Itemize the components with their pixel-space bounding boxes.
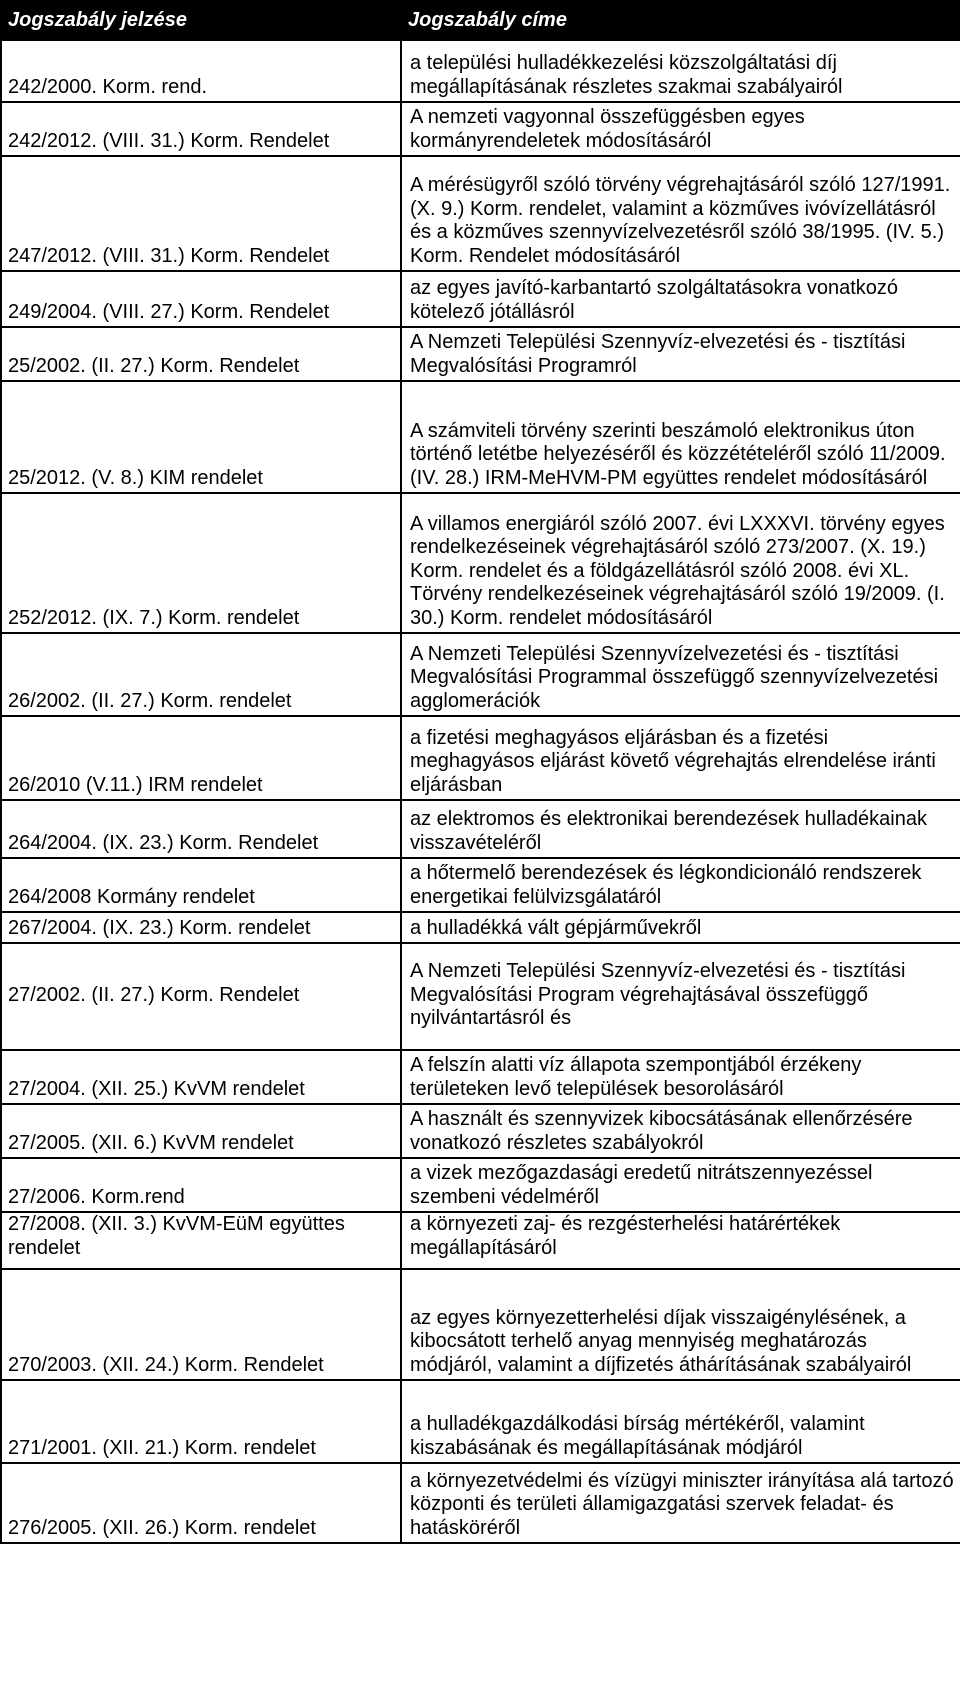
table-row (1, 1050, 960, 1104)
regulation-title-cell: A mérésügyről szóló törvény végrehajtásáról szóló 127/1991. (X. 9.) Korm. rendelet, valamint a közműves ivóvízellátásról és a közműves szennyvízelvezetésről szóló 38/1995. (IV. 5.) Korm. Rendelet módosításáról (401, 156, 960, 271)
regulation-reference-cell: 27/2002. (II. 27.) Korm. Rendelet (1, 943, 401, 1050)
regulation-title-cell: a fizetési meghagyásos eljárásban és a fizetési meghagyásos eljárást követő végrehajtás elrendelése iránti eljárásban (401, 716, 960, 800)
regulation-reference-cell: 27/2008. (XII. 3.) KvVM-EüM együttes rendelet (1, 1212, 401, 1269)
table-row (1, 858, 960, 912)
regulation-title-cell: az elektromos és elektronikai berendezések hulladékainak visszavételéről (401, 800, 960, 858)
regulation-title-cell: A használt és szennyvizek kibocsátásának ellenőrzésére vonatkozó részletes szabályokról (401, 1104, 960, 1158)
table-row (1, 1104, 960, 1158)
regulation-title-cell: a vizek mezőgazdasági eredetű nitrátszennyezéssel szembeni védelméről (401, 1158, 960, 1212)
regulation-reference-cell: 249/2004. (VIII. 27.) Korm. Rendelet (1, 271, 401, 327)
regulation-reference-cell: 252/2012. (IX. 7.) Korm. rendelet (1, 493, 401, 633)
table-row (1, 1380, 960, 1463)
table-row (1, 102, 960, 156)
table-row (1, 912, 960, 943)
regulation-reference-cell: 264/2004. (IX. 23.) Korm. Rendelet (1, 800, 401, 858)
regulation-title-cell: A villamos energiáról szóló 2007. évi LXXXVI. törvény egyes rendelkezéseinek végrehajtásáról szóló 273/2007. (X. 19.) Korm. rendelet és a földgázellátásról szóló 2008. évi XL. Törvény rendelkezéseinek végrehajtásáról szóló 19/2009. (I. 30.) Korm. rendelet módosításáról (401, 493, 960, 633)
table-row (1, 40, 960, 102)
regulation-reference-cell: 26/2010 (V.11.) IRM rendelet (1, 716, 401, 800)
regulation-title-cell: A Nemzeti Települési Szennyvíz-elvezetési és - tisztítási Megvalósítási Program végrehajtásával összefüggő nyilvántartásról és (401, 943, 960, 1050)
header-reference: Jogszabály jelzése (1, 1, 401, 40)
table-row (1, 716, 960, 800)
regulation-reference-cell: 27/2005. (XII. 6.) KvVM rendelet (1, 1104, 401, 1158)
table-row (1, 156, 960, 271)
table-header-row (1, 1, 960, 40)
regulation-reference-cell: 276/2005. (XII. 26.) Korm. rendelet (1, 1463, 401, 1543)
regulation-reference-cell: 25/2012. (V. 8.) KIM rendelet (1, 381, 401, 493)
regulation-title-cell: A Nemzeti Települési Szennyvíz-elvezetési és - tisztítási Megvalósítási Programról (401, 327, 960, 381)
regulation-reference-cell: 264/2008 Kormány rendelet (1, 858, 401, 912)
table-row (1, 327, 960, 381)
table-row (1, 493, 960, 633)
regulation-title-cell: a hulladékgazdálkodási bírság mértékéről, valamint kiszabásának és megállapításának módjáról (401, 1380, 960, 1463)
regulation-reference-cell: 242/2000. Korm. rend. (1, 40, 401, 102)
regulation-reference-cell: 247/2012. (VIII. 31.) Korm. Rendelet (1, 156, 401, 271)
regulation-reference-cell: 242/2012. (VIII. 31.) Korm. Rendelet (1, 102, 401, 156)
regulation-title-cell: a hulladékká vált gépjárművekről (401, 912, 960, 943)
regulation-title-cell: a környezetvédelmi és vízügyi miniszter irányítása alá tartozó központi és területi államigazgatási szervek feladat- és hatásköréről (401, 1463, 960, 1543)
table-row (1, 1269, 960, 1380)
regulation-reference-cell: 267/2004. (IX. 23.) Korm. rendelet (1, 912, 401, 943)
table-row (1, 800, 960, 858)
regulation-title-cell: a települési hulladékkezelési közszolgáltatási díj megállapításának részletes szakmai szabályairól (401, 40, 960, 102)
table-row (1, 633, 960, 716)
table-row (1, 1212, 960, 1269)
regulation-title-cell: A Nemzeti Települési Szennyvízelvezetési és - tisztítási Megvalósítási Programmal összefüggő szennyvízelvezetési agglomerációk (401, 633, 960, 716)
regulation-title-cell: A nemzeti vagyonnal összefüggésben egyes kormányrendeletek módosításáról (401, 102, 960, 156)
regulation-reference-cell: 271/2001. (XII. 21.) Korm. rendelet (1, 1380, 401, 1463)
regulation-title-cell: a hőtermelő berendezések és légkondicionáló rendszerek energetikai felülvizsgálatáról (401, 858, 960, 912)
regulation-title-cell: az egyes környezetterhelési díjak visszaigénylésének, a kibocsátott terhelő anyag mennyiség meghatározás módjáról, valamint a díjfizetés áthárításának szabályairól (401, 1269, 960, 1380)
table-row (1, 1463, 960, 1543)
regulation-reference-cell: 27/2006. Korm.rend (1, 1158, 401, 1212)
table-row (1, 1158, 960, 1212)
regulation-reference-cell: 25/2002. (II. 27.) Korm. Rendelet (1, 327, 401, 381)
regulation-reference-cell: 270/2003. (XII. 24.) Korm. Rendelet (1, 1269, 401, 1380)
table-row (1, 943, 960, 1050)
table-row (1, 271, 960, 327)
regulation-title-cell: A felszín alatti víz állapota szempontjából érzékeny területeken levő települések besorolásáról (401, 1050, 960, 1104)
table-row (1, 381, 960, 493)
regulation-title-cell: az egyes javító-karbantartó szolgáltatásokra vonatkozó kötelező jótállásról (401, 271, 960, 327)
regulation-title-cell: a környezeti zaj- és rezgésterhelési határértékek megállapításáról (401, 1212, 960, 1269)
regulation-title-cell: A számviteli törvény szerinti beszámoló elektronikus úton történő letétbe helyezéséről és közzétételéről szóló 11/2009. (IV. 28.) IRM-MeHVM-PM együttes rendelet módosításáról (401, 381, 960, 493)
regulation-reference-cell: 26/2002. (II. 27.) Korm. rendelet (1, 633, 401, 716)
header-title: Jogszabály címe (401, 1, 960, 40)
regulation-reference-cell: 27/2004. (XII. 25.) KvVM rendelet (1, 1050, 401, 1104)
